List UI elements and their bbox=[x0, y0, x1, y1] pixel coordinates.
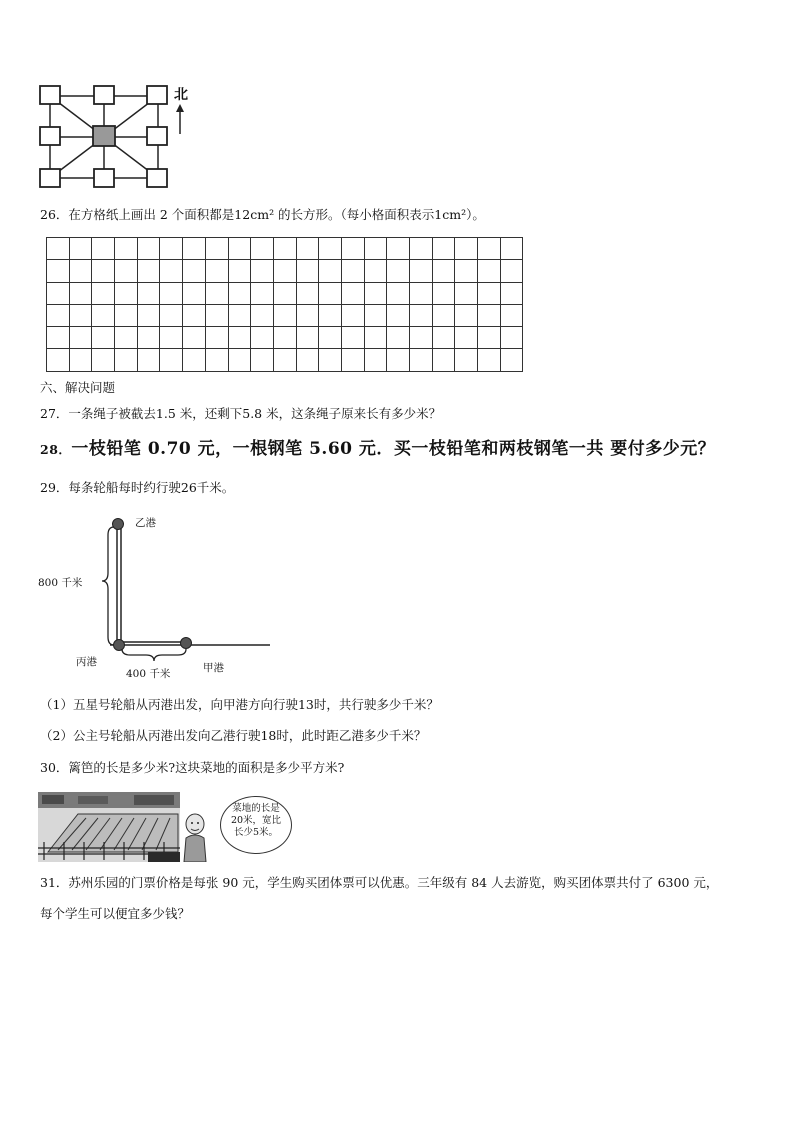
grid-cell[interactable] bbox=[341, 238, 364, 260]
grid-cell[interactable] bbox=[183, 238, 206, 260]
grid-cell[interactable] bbox=[69, 260, 92, 282]
grid-cell[interactable] bbox=[273, 327, 296, 349]
grid-cell[interactable] bbox=[137, 260, 160, 282]
grid-cell[interactable] bbox=[273, 304, 296, 326]
grid-cell[interactable] bbox=[296, 304, 319, 326]
grid-cell[interactable] bbox=[500, 349, 523, 371]
grid-cell[interactable] bbox=[410, 282, 433, 304]
grid-cell[interactable] bbox=[115, 260, 138, 282]
grid-cell[interactable] bbox=[319, 349, 342, 371]
grid-cell[interactable] bbox=[137, 282, 160, 304]
question-28-text: 一枝铅笔 0.70 元，一根钢笔 5.60 元．买一枝铅笔和两枝钢笔一共 要付多少元？ bbox=[71, 439, 716, 459]
grid-cell[interactable] bbox=[160, 327, 183, 349]
grid-cell[interactable] bbox=[115, 282, 138, 304]
grid-cell[interactable] bbox=[500, 260, 523, 282]
grid-cell[interactable] bbox=[500, 282, 523, 304]
grid-cell[interactable] bbox=[455, 327, 478, 349]
grid-row bbox=[47, 282, 523, 304]
question-28 bbox=[40, 441, 715, 458]
grid-cell[interactable] bbox=[432, 349, 455, 371]
question-31-line1: 31．苏州乐园的门票价格是每张 90 元，学生购买团体票可以优惠。三年级有 84 人去游览，购买团体票共付了 6300 元， bbox=[40, 875, 719, 890]
label-bing-port: 丙港 bbox=[76, 656, 97, 668]
grid-cell[interactable] bbox=[364, 238, 387, 260]
grid-cell[interactable] bbox=[296, 238, 319, 260]
grid-cell[interactable] bbox=[364, 282, 387, 304]
grid-cell[interactable] bbox=[92, 304, 115, 326]
vegetable-field-illustration bbox=[38, 792, 180, 862]
grid-cell[interactable] bbox=[205, 282, 228, 304]
grid-cell[interactable] bbox=[183, 349, 206, 371]
grid-cell[interactable] bbox=[341, 304, 364, 326]
grid-cell[interactable] bbox=[341, 282, 364, 304]
grid-cell[interactable] bbox=[273, 349, 296, 371]
grid-cell[interactable] bbox=[455, 304, 478, 326]
grid-cell[interactable] bbox=[115, 304, 138, 326]
grid-cell[interactable] bbox=[251, 327, 274, 349]
grid-cell[interactable] bbox=[115, 238, 138, 260]
grid-cell[interactable] bbox=[115, 327, 138, 349]
box-nw bbox=[40, 86, 60, 104]
grid-cell[interactable] bbox=[478, 238, 501, 260]
grid-cell[interactable] bbox=[296, 349, 319, 371]
speech-line-2: 20米，宽比 bbox=[230, 815, 282, 826]
grid-cell[interactable] bbox=[228, 327, 251, 349]
box-ne bbox=[147, 86, 167, 104]
grid-cell[interactable] bbox=[455, 238, 478, 260]
label-jia-port: 甲港 bbox=[203, 662, 224, 674]
grid-cell[interactable] bbox=[478, 304, 501, 326]
grid-cell[interactable] bbox=[92, 282, 115, 304]
grid-cell[interactable] bbox=[341, 349, 364, 371]
grid-cell[interactable] bbox=[319, 327, 342, 349]
box-center bbox=[93, 126, 115, 146]
grid-cell[interactable] bbox=[387, 238, 410, 260]
grid-cell[interactable] bbox=[228, 260, 251, 282]
grid-cell[interactable] bbox=[183, 260, 206, 282]
horizontal-brace bbox=[122, 649, 186, 661]
grid-row bbox=[47, 349, 523, 371]
grid-cell[interactable] bbox=[251, 260, 274, 282]
grid-cell[interactable] bbox=[47, 349, 70, 371]
grid-cell[interactable] bbox=[500, 304, 523, 326]
grid-cell[interactable] bbox=[432, 238, 455, 260]
grid-cell[interactable] bbox=[47, 282, 70, 304]
grid-row bbox=[47, 238, 523, 260]
grid-cell[interactable] bbox=[410, 238, 433, 260]
grid-cell[interactable] bbox=[137, 238, 160, 260]
grid-cell[interactable] bbox=[455, 260, 478, 282]
question-29-sub1: （1）五星号轮船从丙港出发，向甲港方向行驶13时，共行驶多少千米？ bbox=[40, 697, 439, 712]
grid-cell[interactable] bbox=[319, 282, 342, 304]
grid-cell[interactable] bbox=[47, 238, 70, 260]
grid-cell[interactable] bbox=[432, 282, 455, 304]
label-yi-port: 乙港 bbox=[135, 517, 156, 529]
question-26: 26．在方格纸上画出 2 个面积都是12cm² 的长方形。（每小格面积表示1cm²）。 bbox=[40, 207, 485, 222]
grid-cell[interactable] bbox=[273, 260, 296, 282]
grid-cell[interactable] bbox=[251, 282, 274, 304]
grid-cell[interactable] bbox=[92, 327, 115, 349]
port-bing-dot bbox=[114, 640, 125, 651]
grid-cell[interactable] bbox=[160, 238, 183, 260]
question-29: 29．每条轮船每时约行驶26千米。 bbox=[40, 480, 235, 495]
grid-cell[interactable] bbox=[387, 260, 410, 282]
grid-cell[interactable] bbox=[47, 260, 70, 282]
grid-cell[interactable] bbox=[160, 282, 183, 304]
grid-cell[interactable] bbox=[137, 327, 160, 349]
grid-cell[interactable] bbox=[69, 349, 92, 371]
grid-cell[interactable] bbox=[478, 327, 501, 349]
speech-line-3: 长少5米。 bbox=[233, 827, 279, 838]
grid-cell[interactable] bbox=[205, 349, 228, 371]
grid-cell[interactable] bbox=[387, 304, 410, 326]
grid-cell[interactable] bbox=[387, 282, 410, 304]
grid-cell[interactable] bbox=[137, 349, 160, 371]
grid-cell[interactable] bbox=[319, 238, 342, 260]
grid-cell[interactable] bbox=[183, 282, 206, 304]
grid-cell[interactable] bbox=[296, 327, 319, 349]
grid-cell[interactable] bbox=[115, 349, 138, 371]
grid-cell[interactable] bbox=[296, 260, 319, 282]
port-yi-dot bbox=[113, 519, 124, 530]
grid-cell[interactable] bbox=[183, 304, 206, 326]
grid-cell[interactable] bbox=[432, 304, 455, 326]
grid-cell[interactable] bbox=[69, 282, 92, 304]
grid-cell[interactable] bbox=[387, 349, 410, 371]
grid-cell[interactable] bbox=[478, 282, 501, 304]
question-31-line2: 每个学生可以便宜多少钱？ bbox=[40, 906, 191, 921]
grid-cell[interactable] bbox=[387, 327, 410, 349]
grid-cell[interactable] bbox=[160, 349, 183, 371]
grid-cell[interactable] bbox=[205, 304, 228, 326]
grid-cell[interactable] bbox=[500, 327, 523, 349]
speech-line-1: 菜地的长是 bbox=[232, 803, 280, 814]
question-27: 27．一条绳子被截去1.5 米，还剩下5.8 米，这条绳子原来长有多少米？ bbox=[40, 406, 442, 421]
grid-cell[interactable] bbox=[205, 327, 228, 349]
grid-cell[interactable] bbox=[251, 349, 274, 371]
label-horizontal-distance: 400 千米 bbox=[126, 668, 171, 680]
grid-cell[interactable] bbox=[364, 349, 387, 371]
box-n bbox=[94, 86, 114, 104]
grid-cell[interactable] bbox=[47, 304, 70, 326]
grid-cell[interactable] bbox=[228, 282, 251, 304]
grid-cell[interactable] bbox=[319, 260, 342, 282]
grid-cell[interactable] bbox=[228, 304, 251, 326]
grid-cell[interactable] bbox=[273, 282, 296, 304]
ports-map bbox=[80, 505, 280, 685]
grid-cell[interactable] bbox=[273, 238, 296, 260]
square-grid[interactable] bbox=[46, 237, 523, 372]
port-jia-dot bbox=[181, 638, 192, 649]
grid-row bbox=[47, 304, 523, 326]
grid-cell[interactable] bbox=[341, 327, 364, 349]
box-w bbox=[40, 127, 60, 145]
grid-cell[interactable] bbox=[69, 327, 92, 349]
grid-cell[interactable] bbox=[205, 238, 228, 260]
grid-cell[interactable] bbox=[319, 304, 342, 326]
grid-cell[interactable] bbox=[47, 327, 70, 349]
grid-cell[interactable] bbox=[92, 349, 115, 371]
grid-cell[interactable] bbox=[432, 327, 455, 349]
grid-cell[interactable] bbox=[410, 327, 433, 349]
speech-bubble bbox=[220, 796, 292, 854]
grid-row bbox=[47, 260, 523, 282]
grid-cell[interactable] bbox=[92, 238, 115, 260]
section-title: 六、解决问题 bbox=[40, 380, 116, 395]
grid-cell[interactable] bbox=[455, 349, 478, 371]
grid-cell[interactable] bbox=[228, 238, 251, 260]
box-e bbox=[147, 127, 167, 145]
grid-cell[interactable] bbox=[205, 260, 228, 282]
grid-cell[interactable] bbox=[432, 260, 455, 282]
north-label: 北 bbox=[174, 87, 188, 103]
grid-cell[interactable] bbox=[364, 327, 387, 349]
grid-cell[interactable] bbox=[251, 238, 274, 260]
box-se bbox=[147, 169, 167, 187]
question-30: 30．篱笆的长是多少米?这块菜地的面积是多少平方米? bbox=[40, 760, 345, 775]
grid-cell[interactable] bbox=[160, 304, 183, 326]
question-28-number: 28． bbox=[40, 442, 72, 457]
box-s bbox=[94, 169, 114, 187]
grid-cell[interactable] bbox=[455, 282, 478, 304]
grid-cell[interactable] bbox=[296, 282, 319, 304]
vertical-brace bbox=[102, 527, 114, 645]
grid-cell[interactable] bbox=[183, 327, 206, 349]
grid-cell[interactable] bbox=[69, 238, 92, 260]
grid-cell[interactable] bbox=[364, 304, 387, 326]
grid-cell[interactable] bbox=[364, 260, 387, 282]
grid-cell[interactable] bbox=[478, 349, 501, 371]
grid-cell[interactable] bbox=[137, 304, 160, 326]
grid-cell[interactable] bbox=[341, 260, 364, 282]
grid-cell[interactable] bbox=[69, 304, 92, 326]
grid-cell[interactable] bbox=[92, 260, 115, 282]
grid-cell[interactable] bbox=[160, 260, 183, 282]
question-29-sub2: （2）公主号轮船从丙港出发向乙港行驶18时，此时距乙港多少千米？ bbox=[40, 728, 427, 743]
box-sw bbox=[40, 169, 60, 187]
grid-cell[interactable] bbox=[251, 304, 274, 326]
grid-cell[interactable] bbox=[410, 304, 433, 326]
grid-row bbox=[47, 327, 523, 349]
label-vertical-distance: 800 千米 bbox=[38, 577, 83, 589]
grid-cell[interactable] bbox=[478, 260, 501, 282]
grandpa-figure bbox=[178, 810, 212, 862]
grid-cell[interactable] bbox=[410, 260, 433, 282]
grid-cell[interactable] bbox=[500, 238, 523, 260]
grid-cell[interactable] bbox=[410, 349, 433, 371]
grid-cell[interactable] bbox=[228, 349, 251, 371]
